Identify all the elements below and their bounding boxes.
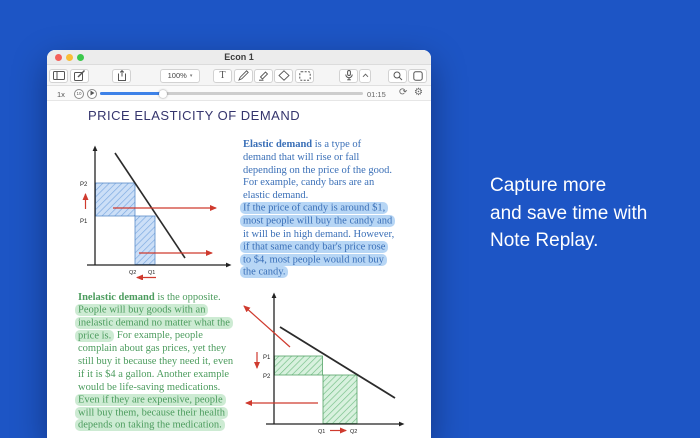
app-window <box>47 50 431 438</box>
y-axis-arrowhead <box>93 146 98 152</box>
price-label-lower: P1 <box>80 219 88 225</box>
inelastic-demand-paragraph <box>78 292 264 433</box>
skip-back-button[interactable] <box>74 89 84 99</box>
zoom-level-value: 100% <box>167 71 187 80</box>
page-switcher-icon <box>413 71 423 81</box>
eraser-icon <box>278 70 290 81</box>
compose-icon <box>74 70 86 81</box>
toolbar <box>47 65 431 86</box>
promo-line: Capture more <box>490 175 607 196</box>
text-line: the candy. <box>243 267 431 280</box>
text-line: most people will buy the candy and <box>243 216 431 229</box>
page-title: PRICE ELASTICITY OF DEMAND <box>88 108 301 123</box>
zoom-level-dropdown[interactable] <box>160 69 200 83</box>
text-line: Even if they are expensive, people <box>78 394 264 407</box>
price-label-lower: P2 <box>263 374 271 380</box>
promo-line: Note Replay. <box>490 230 599 251</box>
text-line: depending on the price of the good. <box>243 164 392 176</box>
pen-icon <box>238 70 249 81</box>
share-icon <box>117 70 127 81</box>
text-line: For example, candy bars are an <box>243 177 375 189</box>
quantity-label-left: Q1 <box>318 429 326 435</box>
quantity-label-right: Q1 <box>148 270 156 276</box>
text-line: if that same candy bar's price rose <box>243 241 431 254</box>
text-line: elastic demand. <box>243 190 309 202</box>
text-line: still buy it because they need it, even <box>78 355 234 367</box>
quantity-label-left: Q2 <box>129 270 137 276</box>
promo-tagline <box>490 172 647 255</box>
text-line: depends on taking the medication. <box>78 420 264 433</box>
record-audio-button[interactable] <box>339 69 358 83</box>
search-button[interactable] <box>388 69 407 83</box>
play-icon <box>90 90 95 97</box>
replay-time: 01:15 <box>367 89 386 99</box>
close-window-button[interactable] <box>55 54 62 61</box>
minimize-window-button[interactable] <box>66 54 73 61</box>
price-change-rect <box>96 183 136 216</box>
note-replay-bar <box>47 86 431 101</box>
gear-icon: ⚙ <box>414 87 423 98</box>
text-line: Elastic demand is a type of <box>243 139 362 150</box>
record-options-button[interactable] <box>359 69 371 83</box>
promo-line: and save time with <box>490 202 648 224</box>
sidebar-toggle-button[interactable] <box>49 69 68 83</box>
x-axis-arrowhead <box>399 422 405 427</box>
text-line: inelastic demand no matter what the <box>78 318 264 331</box>
replay-settings-button[interactable] <box>414 87 423 98</box>
text-tool-button[interactable] <box>213 69 232 83</box>
text-tool-icon: T <box>219 70 226 81</box>
replay-restart-button[interactable] <box>399 87 407 98</box>
play-button[interactable] <box>87 89 97 99</box>
text-line: to $4, most people would not buy <box>243 254 431 267</box>
share-button[interactable] <box>112 69 131 83</box>
highlighter-tool-button[interactable] <box>254 69 273 83</box>
highlighter-icon <box>258 70 269 81</box>
eraser-tool-button[interactable] <box>274 69 293 83</box>
text-line: If the price of candy is around $1, <box>243 203 431 216</box>
sidebar-icon <box>53 71 65 80</box>
x-axis-arrowhead <box>226 263 232 268</box>
mic-caret-icon <box>362 73 369 78</box>
replay-slider-thumb[interactable] <box>159 90 167 98</box>
replay-timeline-slider[interactable] <box>100 92 363 95</box>
selection-tool-button[interactable] <box>295 69 314 83</box>
text-line: will buy them, because their health <box>78 407 264 420</box>
search-icon <box>393 71 403 81</box>
y-axis-arrowhead <box>272 293 277 299</box>
chevron-down-icon: ▾ <box>189 72 193 79</box>
quantity-change-rect <box>135 216 155 265</box>
text-line: it will be in high demand. However, <box>243 228 395 240</box>
text-line: demand that will rise or fall <box>243 151 360 163</box>
elastic-demand-diagram <box>77 145 237 280</box>
note-page[interactable] <box>47 101 431 438</box>
playback-speed-button[interactable]: 1x <box>57 89 65 99</box>
text-line: price is. For example, people <box>78 330 264 343</box>
text-line: People will buy goods with an <box>78 305 264 318</box>
microphone-icon <box>344 70 354 81</box>
price-label-upper: P1 <box>263 355 271 361</box>
traffic-lights <box>55 54 84 61</box>
quantity-label-right: Q2 <box>350 429 358 435</box>
text-line: if it is $4 a gallon. Another example <box>78 368 230 380</box>
title-bar <box>47 50 431 65</box>
elastic-demand-paragraph <box>243 139 431 280</box>
zoom-window-button[interactable] <box>77 54 84 61</box>
text-line: Inelastic demand is the opposite. <box>78 292 221 303</box>
text-line: would be life-saving medications. <box>78 381 221 393</box>
selection-icon <box>299 71 311 81</box>
skip-back-10-icon: 10 <box>76 91 82 96</box>
price-change-rect <box>275 356 323 375</box>
page-switcher-button[interactable] <box>408 69 427 83</box>
text-line: complain about gas prices, yet they <box>78 343 227 355</box>
quantity-change-rect <box>323 375 357 424</box>
price-label-upper: P2 <box>80 182 88 188</box>
pen-tool-button[interactable] <box>234 69 253 83</box>
replay-progress-fill <box>100 92 163 95</box>
new-note-button[interactable] <box>70 69 89 83</box>
window-title: Econ 1 <box>224 52 254 62</box>
replay-icon: ⟳ <box>399 87 408 98</box>
